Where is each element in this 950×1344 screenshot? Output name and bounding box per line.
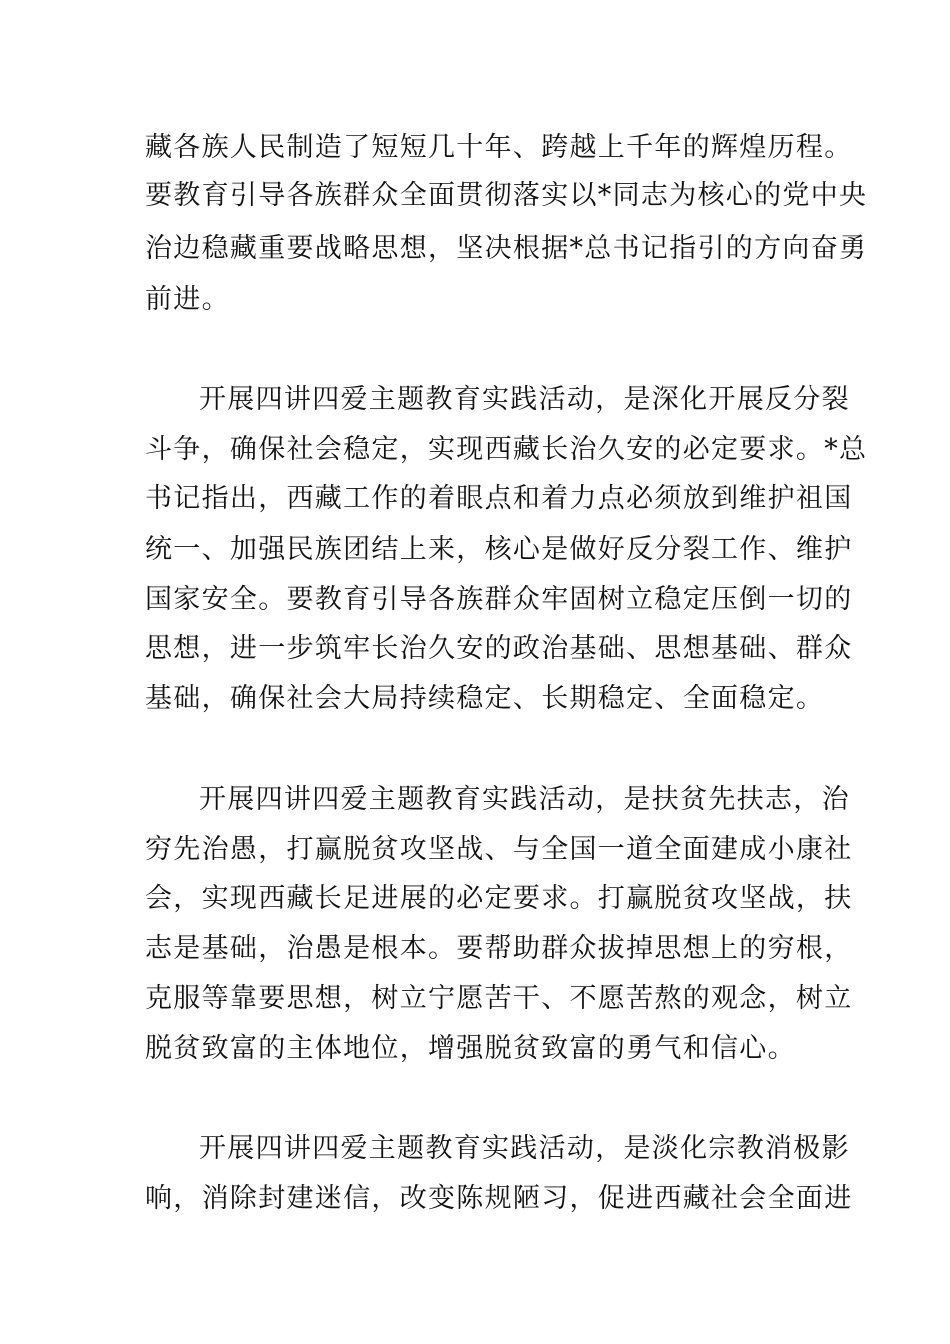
text-line: 开展四讲四爱主题教育实践活动，是深化开展反分裂 [199, 384, 850, 415]
text-line: 藏各族人民制造了短短几十年、跨越上千年的辉煌历程。 [145, 132, 853, 163]
text-line: 统一、加强民族团结上来，核心是做好反分裂工作、维护 [145, 534, 853, 565]
text-line: 开展四讲四爱主题教育实践活动，是淡化宗教消极影 [199, 1133, 850, 1164]
text-line: 思想，进一步筑牢长治久安的政治基础、思想基础、群众 [145, 633, 853, 664]
text-line: 会，实现西藏长足进展的必定要求。打赢脱贫攻坚战，扶 [145, 883, 853, 914]
text-line: 响，消除封建迷信，改变陈规陋习，促进西藏社会全面进 [145, 1183, 853, 1214]
text-line: 国家安全。要教育引导各族群众牢固树立稳定压倒一切的 [145, 584, 853, 615]
text-line: 克服等靠要思想，树立宁愿苦干、不愿苦熬的观念，树立 [145, 983, 853, 1014]
text-line: 书记指出，西藏工作的着眼点和着力点必须放到维护祖国 [145, 483, 853, 514]
text-line: 开展四讲四爱主题教育实践活动，是扶贫先扶志，治 [199, 784, 850, 815]
text-line: 斗争，确保社会稳定，实现西藏长治久安的必定要求。*总 [145, 434, 868, 465]
text-line: 前进。 [145, 284, 230, 315]
text-line: 脱贫致富的主体地位，增强脱贫致富的勇气和信心。 [145, 1033, 796, 1064]
text-line: 要教育引导各族群众全面贯彻落实以*同志为核心的党中央 [145, 180, 868, 211]
text-line: 基础，确保社会大局持续稳定、长期稳定、全面稳定。 [145, 683, 825, 714]
text-line: 治边稳藏重要战略思想，坚决根据*总书记指引的方向奋勇 [145, 233, 868, 264]
text-line: 志是基础，治愚是根本。要帮助群众拔掉思想上的穷根， [145, 933, 853, 964]
text-line: 穷先治愚，打赢脱贫攻坚战、与全国一道全面建成小康社 [145, 834, 853, 865]
